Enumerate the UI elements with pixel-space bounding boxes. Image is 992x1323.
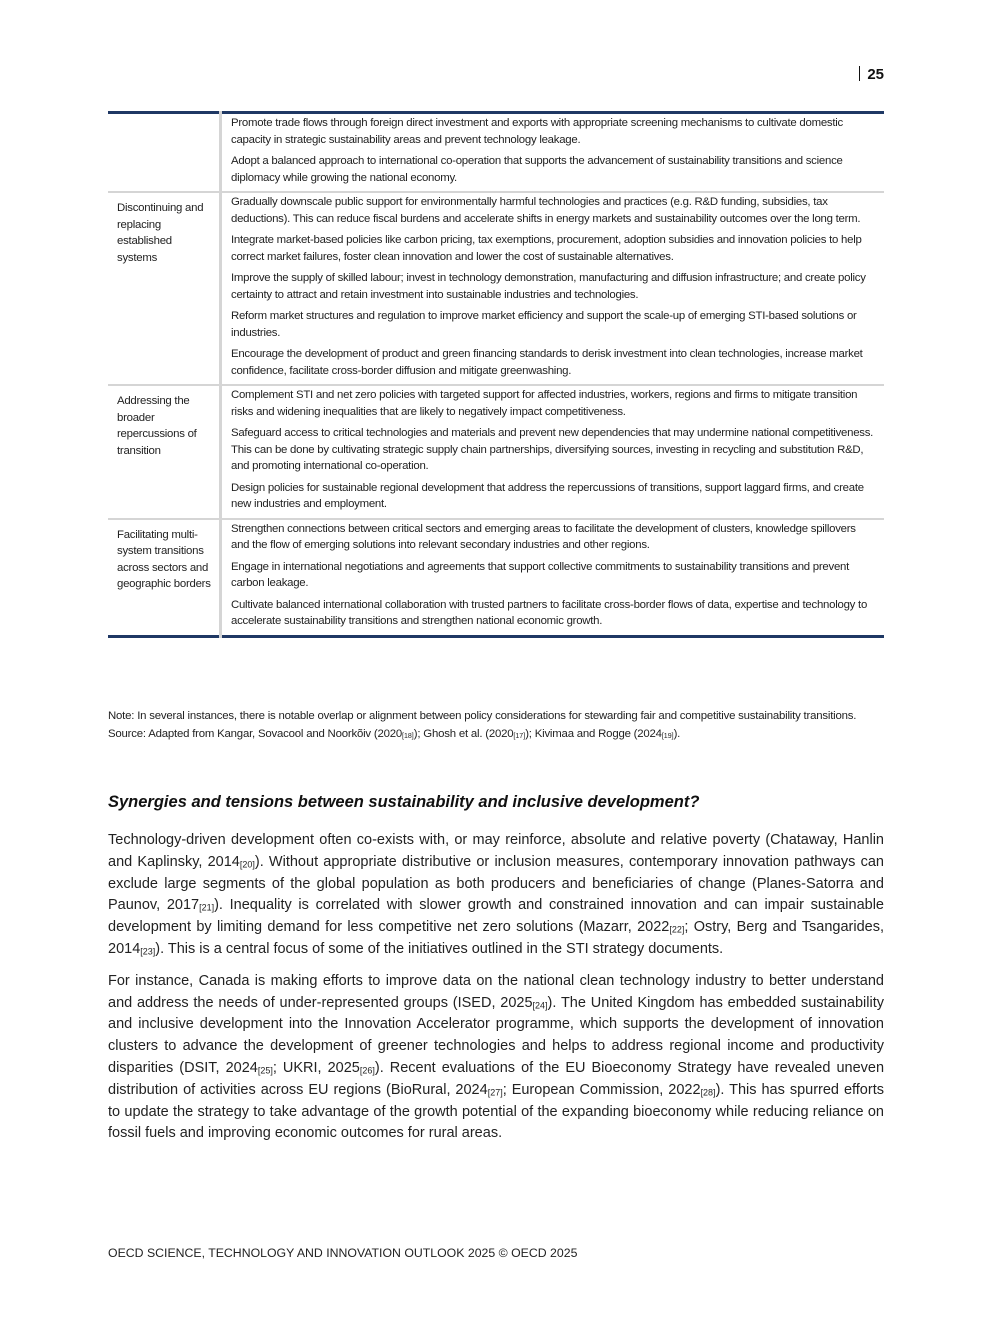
citation-ref: [18] — [402, 732, 414, 740]
citation-ref: [26] — [359, 1065, 375, 1076]
paragraph-text: ; Ostry, Berg and Tsangarides, 2014 — [108, 919, 884, 957]
citation-ref: [25] — [257, 1065, 273, 1076]
source-text: ). — [673, 727, 681, 740]
source-text: Source: Adapted from Kangar, Sovacool and Noorkõiv (2020 — [108, 727, 403, 740]
paragraph-text: ; European Commission, 2022 — [502, 1081, 701, 1098]
section-heading: Synergies and tensions between sustainability and inclusive development? — [108, 793, 700, 811]
table-row — [108, 385, 884, 519]
policy-item: Encourage the development of product and green financing standards to derisk investment into clean technologies, increase market confidence, facilitate cross-border diffusion and mitigate greenwashing. — [231, 348, 863, 377]
policy-item: Safeguard access to critical technologies and materials and prevent new dependencies that may undermine national competitiveness. This can be done by cultivating strategic supply chain partnerships, diversifying sources, investing in recycling and substitution R&D, and promoting international co-operation. — [231, 427, 874, 472]
table-items-cell — [221, 192, 885, 385]
citation-ref: [28] — [700, 1087, 716, 1098]
source-text: ); Kivimaa and Rogge (2024 — [525, 727, 662, 740]
table-note: Note: In several instances, there is notable overlap or alignment between policy considerations for stewarding fair and competitive sustainability transitions. — [108, 710, 857, 722]
table-row — [108, 192, 884, 385]
paragraph-text: ). The United Kingdom has embedded sustainability and inclusive development into the Innovation Accelerator programme, which supports the development of innovation clusters to advance the development of greener technologies and helps to address regional income and productivity disparities (DSIT, 2024 — [108, 994, 884, 1076]
paragraph-text: ). This is a central focus of some of the initiatives outlined in the STI strategy documents. — [155, 940, 724, 957]
citation-ref: [20] — [239, 859, 255, 870]
page-number-text: 25 — [867, 66, 884, 83]
page-footer: OECD SCIENCE, TECHNOLOGY AND INNOVATION OUTLOOK 2025 © OECD 2025 — [108, 1246, 578, 1260]
policy-item: Complement STI and net zero policies with targeted support for affected industries, workers, regions and firms to mitigate transition risks and widening inequalities that are likely to negatively impact competitiveness. — [231, 389, 858, 418]
paragraph-text: For instance, Canada is making efforts to improve data on the national clean technology industry to better understand and address the needs of under-represented groups (ISED, 2025 — [108, 972, 884, 1011]
citation-ref: [21] — [199, 902, 215, 913]
section-body — [108, 830, 884, 1155]
page-number-divider — [859, 66, 860, 81]
table-items-cell — [221, 113, 885, 193]
citation-ref: [27] — [487, 1087, 503, 1098]
paragraph-text: ). This has spurred efforts to update the strategy to take advantage of the growth potential of the expanding bioeconomy while reducing reliance on fossil fuels and improving economic outcomes for rural areas. — [108, 1081, 884, 1142]
paragraph-text: ). Recent evaluations of the EU Bioeconomy Strategy have revealed uneven distribution of activities across EU regions (BioRural, 2024 — [108, 1059, 885, 1098]
policy-item: Cultivate balanced international collaboration with trusted partners to facilitate cross-border flows of data, expertise and technology to accelerate sustainability transitions and strengthen national economic growth. — [231, 598, 868, 627]
body-paragraph — [108, 971, 884, 1145]
policy-item: Improve the supply of skilled labour; invest in technology demonstration, manufacturing and diffusion infrastructure; and create policy certainty to attract and retain investment into sustainable industries and technologies. — [231, 272, 866, 301]
table-category-cell — [108, 113, 221, 193]
policy-item: Engage in international negotiations and agreements that support collective commitments to sustainability transitions and prevent carbon leakage. — [231, 560, 850, 589]
policy-item: Gradually downscale public support for environmentally harmful technologies and practices (e.g. R&D funding, subsidies, tax deductions). This can reduce fiscal burdens and accelerate shifts in energy markets and sustainability outcomes over the long term. — [231, 196, 861, 225]
source-text: ); Ghosh et al. (2020 — [413, 727, 514, 740]
table-category-cell: Addressing the broader repercussions of transition — [108, 385, 221, 519]
citation-ref: [23] — [140, 946, 156, 957]
table-row — [108, 113, 884, 193]
citation-ref: [17] — [513, 732, 526, 740]
policy-item: Promote trade flows through foreign direct investment and exports with appropriate screening mechanisms to cultivate domestic capacity in strategic sustainability areas and prevent technology leakage. — [231, 117, 844, 146]
policy-item: Adopt a balanced approach to international co-operation that supports the advancement of sustainability transitions and science diplomacy while growing the national economy. — [231, 155, 843, 184]
table-notes — [108, 708, 884, 743]
policy-item: Strengthen connections between critical sectors and emerging areas to facilitate the development of clusters, knowledge spillovers and the flow of emerging solutions into relevant secondary industries and other regions. — [231, 522, 856, 551]
citation-ref: [22] — [669, 924, 685, 935]
policy-item: Design policies for sustainable regional development that address the repercussions of transitions, support laggard firms, and create new industries and employment. — [231, 481, 864, 510]
body-paragraph — [108, 830, 884, 961]
paragraph-text: ). Inequality is correlated with slower growth and constrained innovation and can impair sustainable development by limiting demand for less competitive net zero solutions (Mazarr, 2022 — [108, 897, 884, 936]
table-items-cell — [221, 519, 885, 637]
table-category-cell: Discontinuing and replacing established systems — [108, 192, 221, 385]
table-items-cell — [221, 385, 885, 519]
table-row — [108, 519, 884, 637]
citation-ref: [24] — [532, 999, 548, 1010]
paragraph-text: ). Without appropriate distributive or inclusion measures, contemporary innovation pathways can exclude large segments of the global population as both producers and beneficiaries of change (Planes-Satorra and Paunov, 2017 — [108, 853, 884, 914]
policy-item: Integrate market-based policies like carbon pricing, tax exemptions, procurement, adoption subsidies and innovation policies to help correct market failures, foster clean innovation and lower the cost of sustainable alternatives. — [231, 234, 862, 263]
page-number — [859, 66, 884, 83]
citation-ref: [19] — [661, 732, 674, 740]
paragraph-text: Technology-driven development often co-exists with, or may reinforce, absolute and relative poverty (Chataway, Hanlin and Kaplinsky, 2014 — [108, 832, 884, 870]
policy-item: Reform market structures and regulation to improve market efficiency and support the scale-up of emerging STI-based solutions or industries. — [231, 310, 857, 339]
paragraph-text: ; UKRI, 2025 — [272, 1059, 360, 1076]
table-category-cell: Facilitating multi-system transitions across sectors and geographic borders — [108, 519, 221, 637]
table-source — [108, 726, 884, 744]
policy-considerations-table — [108, 111, 884, 638]
